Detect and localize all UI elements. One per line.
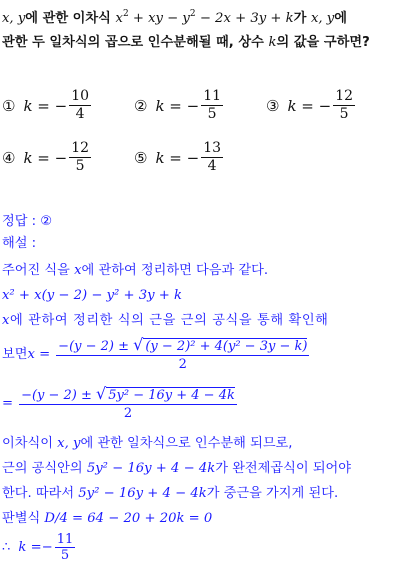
solution-formula-1 — [2, 336, 398, 373]
var-xy: x, y — [2, 11, 26, 26]
choice-marker: ⑤ — [134, 148, 148, 167]
var-xy: x, y — [57, 436, 81, 451]
radicand-expression: 5y² − 16y + 4 − 4k — [86, 461, 216, 476]
choice-lhs: k = − — [155, 96, 200, 115]
solution-line-intro — [2, 261, 398, 281]
denominator: 5 — [339, 106, 349, 122]
choice-fraction — [333, 88, 355, 123]
numerator-part: −(y − 2) ± — [58, 339, 130, 354]
question — [2, 2, 398, 55]
solution-text: 판별식 — [2, 511, 45, 526]
question-text: 에 관한 이차식 — [25, 11, 116, 26]
question-text: 가 — [293, 11, 311, 26]
solution-text: 주어진 식을 — [2, 263, 75, 278]
numerator: 12 — [71, 140, 90, 156]
radicand: (y − 2)² + 4(y² − 3y − k) — [145, 339, 308, 354]
numerator: 10 — [71, 88, 90, 104]
choice-fraction — [201, 88, 223, 123]
quadratic-formula-fraction — [56, 336, 309, 373]
solution-text: 에 관하여 정리하면 다음과 같다. — [81, 263, 269, 278]
radicand: 5y² − 16y + 4 − 4k — [108, 388, 235, 403]
choice-fraction — [201, 140, 223, 175]
denominator: 2 — [123, 406, 133, 421]
discriminant-expression: D/4 = 64 − 20 + 20k = 0 — [44, 511, 213, 526]
var-x: x — [74, 263, 82, 278]
denominator: 2 — [178, 357, 187, 372]
choice-fraction — [69, 140, 91, 175]
question-text: 관한 두 일차식의 곱으로 인수분해될 때, 상수 — [2, 35, 269, 50]
solution-formula-2 — [2, 385, 398, 422]
choice-3[interactable] — [266, 88, 357, 123]
sqrt-sign: √ — [133, 335, 144, 354]
numerator — [19, 385, 237, 405]
solution-line-7 — [2, 434, 398, 454]
choice-lhs: k = − — [155, 148, 200, 167]
solution-text: 보면 — [2, 346, 28, 362]
question-text: 에 — [334, 11, 347, 26]
formula-lhs: = — [2, 395, 14, 411]
var-xy: x, y — [310, 11, 335, 26]
formula-lhs: x = — [27, 346, 51, 362]
radicand-expression: 5y² − 16y + 4 − 4k — [78, 486, 207, 501]
choice-5[interactable] — [134, 140, 225, 175]
question-text: 의 값을 구하면? — [276, 35, 370, 50]
denominator: 4 — [207, 158, 217, 174]
solution-text: 근의 공식안의 — [2, 461, 87, 476]
solution-result — [2, 532, 398, 563]
choice-marker: ② — [134, 96, 148, 115]
result-fraction — [55, 532, 76, 563]
therefore-symbol: ∴ — [2, 539, 11, 555]
solution-line-9 — [2, 484, 398, 504]
denominator: 5 — [207, 106, 217, 122]
question-line-1 — [2, 2, 398, 31]
solution-text: 한다. 따라서 — [2, 486, 79, 501]
denominator: 4 — [75, 106, 85, 122]
choice-4[interactable] — [2, 140, 93, 175]
var-k: k — [268, 35, 277, 50]
solution-text: 에 관한 일차식으로 인수분해 되므로, — [80, 436, 293, 451]
rearranged-expression: x² + x(y − 2) − y² + 3y + k — [2, 288, 183, 303]
numerator: 13 — [203, 140, 222, 156]
choice-lhs: k = − — [23, 148, 68, 167]
choice-2[interactable] — [134, 88, 225, 123]
numerator: 12 — [335, 88, 354, 104]
numerator — [56, 336, 309, 356]
denominator: 5 — [60, 548, 70, 563]
choice-1[interactable] — [2, 88, 93, 123]
choice-lhs: k = − — [287, 96, 332, 115]
question-line-2 — [2, 31, 398, 55]
solution-text: 이차식이 — [2, 436, 58, 451]
denominator: 5 — [75, 158, 85, 174]
choice-marker: ① — [2, 96, 16, 115]
answer-label: 정답 : ② — [2, 214, 53, 229]
var-x: x — [2, 313, 11, 328]
choice-marker: ④ — [2, 148, 16, 167]
numerator: 11 — [203, 88, 222, 104]
simplified-fraction — [19, 385, 237, 422]
choice-fraction — [69, 88, 91, 123]
explanation-label: 해설 : — [2, 236, 37, 251]
numerator-part: −(y − 2) ± — [21, 388, 92, 403]
choice-lhs: k = − — [23, 96, 68, 115]
solution-text: 가 완전제곱식이 되어야 — [215, 461, 352, 476]
solution-line-4 — [2, 311, 398, 331]
quadratic-expression: $x^2$ + xy − $y^2 - 2x + 3y + k$ — [115, 9, 294, 26]
result-lhs: k =− — [18, 539, 53, 555]
sqrt-sign: √ — [96, 384, 107, 403]
choice-marker: ③ — [266, 96, 280, 115]
numerator: 11 — [56, 532, 74, 547]
solution-rearranged — [2, 286, 398, 306]
solution-text: 가 중근을 가지게 된다. — [206, 486, 339, 501]
solution-text: 에 관하여 정리한 식의 근을 근의 공식을 통해 확인해 — [10, 313, 329, 328]
solution-discriminant — [2, 509, 398, 529]
solution-line-8 — [2, 459, 398, 479]
